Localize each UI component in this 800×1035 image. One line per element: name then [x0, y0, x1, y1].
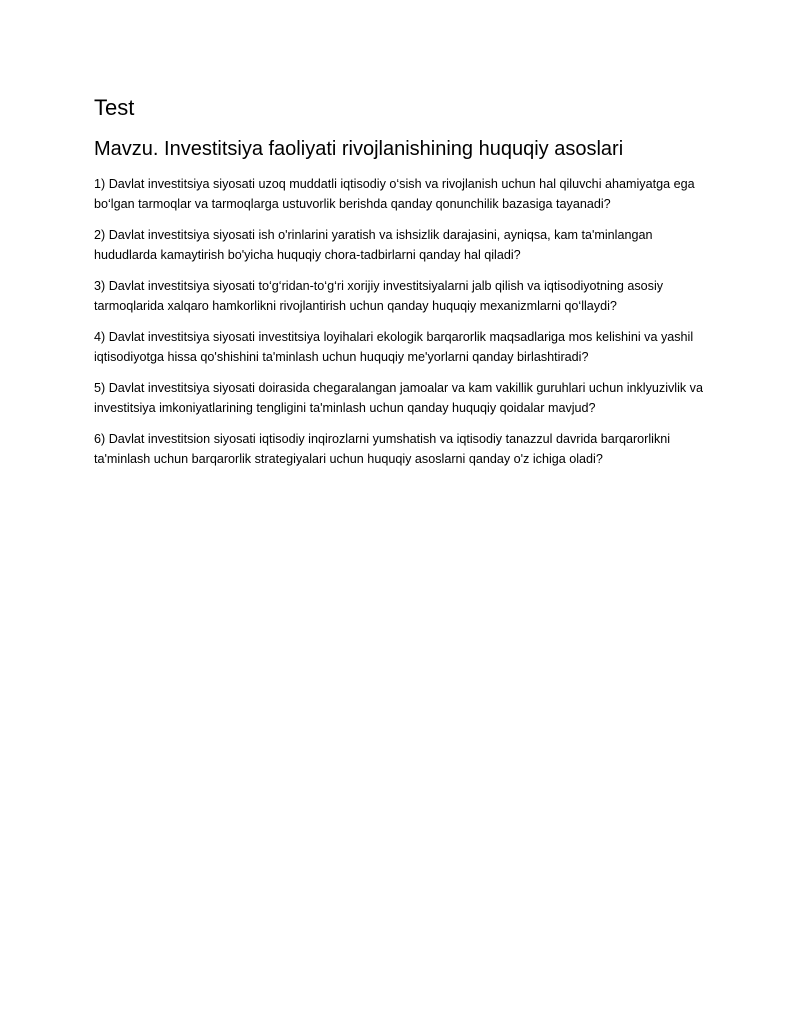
- document-title: Test: [94, 95, 135, 120]
- question-5: 5) Davlat investitsiya siyosati doirasida chegaralangan jamoalar va kam vakillik guruhlari uchun inklyuzivlik va investitsiya imkoniyatlarining tengligini ta'minlash uchun qanday huquqiy qoidalar mavjud?: [94, 381, 703, 415]
- question-4: 4) Davlat investitsiya siyosati investitsiya loyihalari ekologik barqarorlik maqsadlariga mos kelishini va yashil iqtisodiyotga hissa qo'shishini ta'minlash uchun huquqiy me'yorlarni qanday birlashtiradi?: [94, 330, 694, 364]
- question-3: 3) Davlat investitsiya siyosati to‘g‘ridan-to‘g‘ri xorijiy investitsiyalarni jalb qilish va iqtisodiyotning asosiy tarmoqlarida xalqaro hamkorlikni rivojlantirish uchun qanday huquqiy mexanizmlarni qo‘llaydi?: [94, 279, 664, 313]
- document-body: [94, 94, 706, 480]
- question-1: 1) Davlat investitsiya siyosati uzoq muddatli iqtisodiy o‘sish va rivojlanish uchun hal qiluvchi ahamiyatga ega bo‘lgan tarmoqlar va tarmoqlarga ustuvorlik berishda qanday qonunchilik bazasiga tayanadi?: [94, 177, 695, 211]
- question-2: 2) Davlat investitsiya siyosati ish o'rinlarini yaratish va ishsizlik darajasini, ayniqsa, kam ta'minlangan hududlarda kamaytirish bo'yicha huquqiy chora-tadbirlarni qanday hal qiladi?: [94, 228, 653, 262]
- question-6: 6) Davlat investitsion siyosati iqtisodiy inqirozlarni yumshatish va iqtisodiy tanazzul davrida barqarorlikni ta'minlash uchun barqarorlik strategiyalari uchun huquqiy asoslarni qanday o'z ichiga oladi?: [94, 432, 671, 466]
- document-subtitle: Mavzu. Investitsiya faoliyati rivojlanishining huquqiy asoslari: [94, 138, 624, 160]
